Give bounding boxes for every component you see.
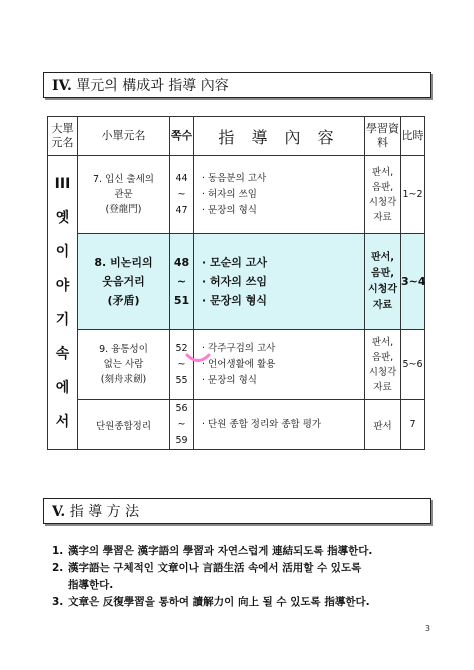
materials-cell: 판서 (365, 400, 401, 450)
list-item: 2. 漢字語는 구체적인 文章이나 言語生活 속에서 活用할 수 있도록 指導한다. (52, 562, 362, 591)
header-subunit: 小單元名 (78, 117, 170, 156)
topics-cell: · 모순의 고사 · 허자의 쓰임 · 문장의 형식 (194, 234, 365, 330)
header-unit: 大單元名 (48, 117, 78, 156)
section-4-numeral: IV. (52, 78, 72, 94)
subunit-title-cell: 단원종합정리 (78, 400, 170, 450)
hours-cell: 5~6 (401, 330, 425, 400)
hours-cell: 7 (401, 400, 425, 450)
materials-cell: 판서, 음판, 시청각 자료 (365, 234, 401, 330)
table-header-row (48, 117, 425, 156)
unit-name-cell: III 옛 이 야 기 속 에 서 (48, 156, 78, 450)
section-5-title: 指 導 方 法 (69, 504, 140, 520)
section-4-heading (43, 72, 431, 98)
header-content: 指 導 內 容 (194, 117, 365, 156)
hours-cell: 1~2 (401, 156, 425, 234)
table-row (48, 330, 425, 400)
unit-plan-table (47, 116, 425, 450)
subunit-title-cell: 8. 비논리의 웃음거리 (矛盾) (78, 234, 170, 330)
pages-cell: 44 ~ 47 (170, 156, 194, 234)
list-item: 1. 漢字의 學習은 漢字語의 學習과 자연스럽게 連結되도록 指導한다. (52, 545, 373, 557)
pages-cell: 48 ~ 51 (170, 234, 194, 330)
table-row-highlighted (48, 234, 425, 330)
pages-cell: 52 ~ 55 (170, 330, 194, 400)
hours-cell: 3~4 (401, 234, 425, 330)
header-hours: 比時 (401, 117, 425, 156)
list-item: 3. 文章은 反復學習을 통하여 讀解力이 向上 될 수 있도록 指導한다. (52, 596, 370, 608)
materials-cell: 판서, 음판, 시청각 자료 (365, 330, 401, 400)
header-materials: 學習資料 (365, 117, 401, 156)
subunit-title-cell: 9. 융통성이 없는 사람 (刻舟求劍) (78, 330, 170, 400)
section-5-heading (43, 498, 431, 524)
pen-mark-icon (185, 352, 211, 366)
section-4-title: 單元의 構成과 指導 內容 (76, 78, 229, 94)
table-row (48, 400, 425, 450)
topics-cell: · 각주구검의 고사 · 언어생활에 활용 · 문장의 형식 (194, 330, 365, 400)
page-number: 3 (424, 624, 430, 633)
table-row (48, 156, 425, 234)
pages-cell: 56 ~ 59 (170, 400, 194, 450)
topics-cell: · 동음분의 고사 · 허자의 쓰임 · 문장의 형식 (194, 156, 365, 234)
topics-cell: · 단원 종합 정리와 종합 평가 (194, 400, 365, 450)
methods-list (52, 543, 432, 611)
materials-cell: 판서, 음판, 시청각 자료 (365, 156, 401, 234)
subunit-title-cell: 7. 입신 출세의 관문 (登龍門) (78, 156, 170, 234)
section-5-numeral: V. (52, 504, 66, 520)
header-pages: 쪽수 (170, 117, 194, 156)
